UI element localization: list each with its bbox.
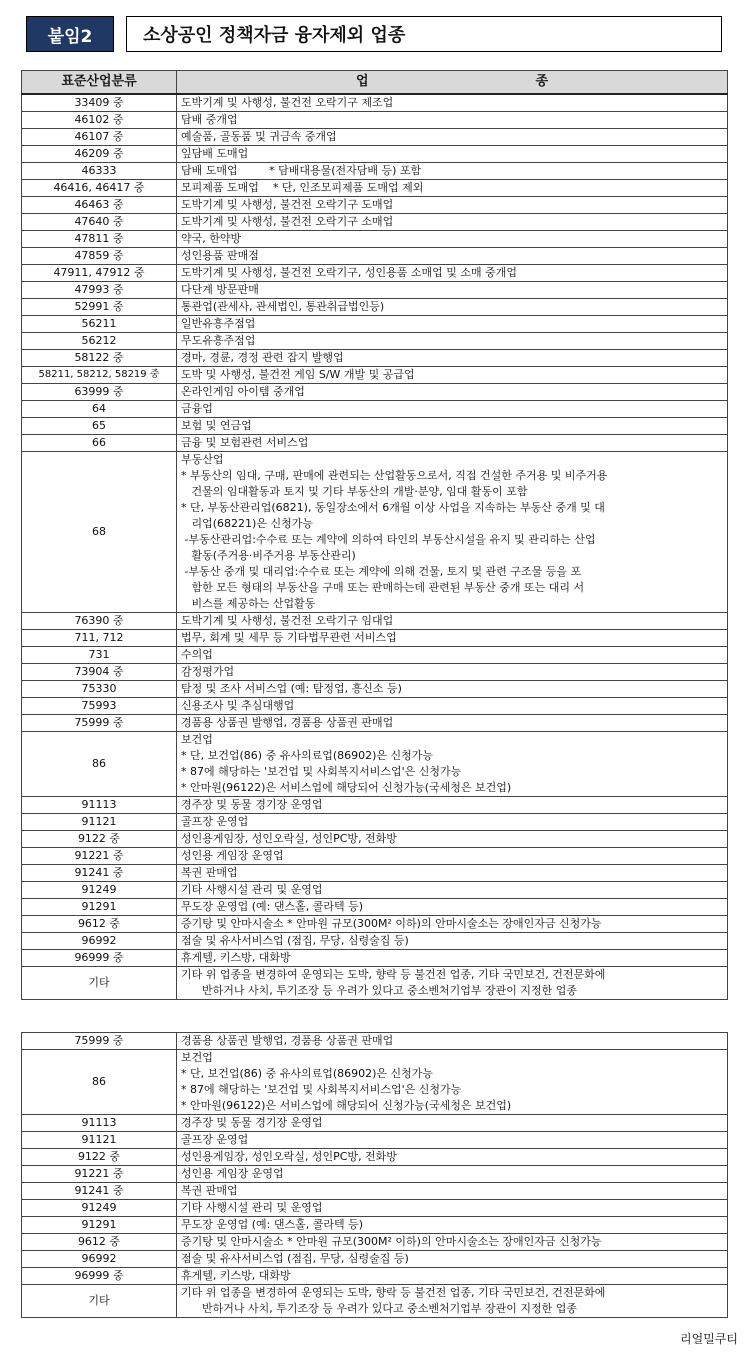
table-row [22,163,728,180]
table-row [22,146,728,163]
industry-description-cell [177,967,728,1000]
industry-description-cell [177,214,728,231]
industry-description-cell [177,950,728,967]
industry-description-line: * 안마원(96122)은 서비스업에 해당되어 신청가능(국세청은 보건업) [181,1099,512,1112]
industry-description-line: 활동(주거용·비주거용 부동산관리) [181,549,356,562]
industry-description-line: 부동산업 [181,453,224,466]
industry-description-line: 온라인게임 아이템 중개업 [181,385,305,398]
table-row [22,916,728,933]
industry-description-cell [177,452,728,613]
table-row [22,698,728,715]
industry-description-line: 골프장 운영업 [181,1133,249,1146]
industry-description-line: 보건업 [181,733,213,746]
industry-description-line: 도박기계 및 사행성, 불건전 오락기구 소매업 [181,215,394,228]
industry-description-cell [177,1183,728,1200]
industry-description-line: 일반유흥주점업 [181,317,256,330]
industry-description-cell [177,146,728,163]
industry-code-cell: 기타 [22,967,177,1000]
industry-description-line: 금융업 [181,402,213,415]
industry-description-cell [177,384,728,401]
industry-code-cell: 91121 [22,814,177,831]
industry-code-cell: 46333 [22,163,177,180]
industry-code-cell: 91241 중 [22,1183,177,1200]
table-row [22,299,728,316]
industry-code-cell: 75993 [22,698,177,715]
industry-code-cell: 9612 중 [22,1234,177,1251]
industry-description-line: 성인용품 판매점 [181,249,259,262]
column-header-code: 표준산업분류 [22,71,177,95]
industry-description-line: 담배 도매업 * 담배대용물(전자담배 등) 포함 [181,164,422,177]
industry-description-line: 휴게텔, 키스방, 대화방 [181,1269,291,1282]
watermark: 리얼밀쿠티 [680,1332,738,1346]
industry-description-cell [177,732,728,797]
industry-description-cell [177,401,728,418]
table-row [22,282,728,299]
industry-description-line: 반하거나 사치, 투기조장 등 우려가 있다고 중소벤처기업부 장관이 지정한 업종 [181,984,577,997]
industry-code-cell: 91221 중 [22,848,177,865]
industry-description-line: * 단, 보건업(86) 중 유사의료업(86902)은 신청가능 [181,1067,434,1080]
industry-description-line: * 단, 부동산관리업(6821), 동일장소에서 6개월 이상 사업을 지속하는 부동산 중개 및 대 [181,501,605,514]
table-row [22,316,728,333]
industry-description-line: 약국, 한약방 [181,232,242,245]
industry-description-line: 기타 위 업종을 변경하여 운영되는 도박, 향락 등 불건전 업종, 기타 국민보건, 건전문화에 [181,1286,606,1299]
industry-description-line: 반하거나 사치, 투기조장 등 우려가 있다고 중소벤처기업부 장관이 지정한 업종 [181,1302,577,1315]
industry-description-line: 금융 및 보험관련 서비스업 [181,436,309,449]
industry-description-cell [177,299,728,316]
table-row [22,384,728,401]
industry-description-cell [177,899,728,916]
industry-code-cell: 73904 중 [22,664,177,681]
industry-description-line: * 안마원(96122)은 서비스업에 해당되어 신청가능(국세청은 보건업) [181,781,512,794]
industry-description-line: 보험 및 연금업 [181,419,252,432]
industry-description-line: 도박기계 및 사행성, 불건전 오락기구 임대업 [181,614,394,627]
table-row [22,647,728,664]
industry-code-cell: 91249 [22,1200,177,1217]
industry-description-line: -부동산관리업:수수료 또는 계약에 의하여 타인의 부동산시설을 유지 및 관리하는 산업 [181,533,596,546]
industry-description-cell [177,248,728,265]
industry-description-cell [177,1234,728,1251]
table-row [22,848,728,865]
industry-description-line: 무도장 운영업 (예: 댄스홀, 콜라텍 등) [181,1218,364,1231]
industry-code-cell: 65 [22,418,177,435]
table-row [22,950,728,967]
industry-code-cell: 9122 중 [22,831,177,848]
industry-description-cell [177,715,728,732]
table-row [22,129,728,146]
industry-description-line: 기타 사행시설 관리 및 운영업 [181,1201,323,1214]
industry-description-line: 경주장 및 동물 경기장 운영업 [181,1116,323,1129]
industry-code-cell: 64 [22,401,177,418]
industry-description-cell [177,681,728,698]
table-row [22,452,728,613]
table-row [22,899,728,916]
industry-code-cell: 91113 [22,797,177,814]
table-row [22,865,728,882]
industry-description-cell [177,316,728,333]
industry-description-line: 도박기계 및 사행성, 불건전 오락기구 도매업 [181,198,394,211]
industry-description-line: * 87에 해당하는 '보건업 및 사회복지서비스업'은 신청가능 [181,1083,462,1096]
table-row [22,1132,728,1149]
table-row [22,435,728,452]
table-row [22,265,728,282]
table-row [22,732,728,797]
table-row [22,1149,728,1166]
industry-code-cell: 711, 712 [22,630,177,647]
table-row [22,630,728,647]
industry-code-cell: 58211, 58212, 58219 중 [22,367,177,384]
industry-code-cell: 58122 중 [22,350,177,367]
industry-description-line: 경품용 상품권 발행업, 경품용 상품권 판매업 [181,1034,394,1047]
industry-description-line: 비스를 제공하는 산업활동 [181,597,316,610]
industry-description-line: 도박 및 사행성, 불건전 게임 S/W 개발 및 공급업 [181,368,415,381]
industry-code-cell: 91241 중 [22,865,177,882]
industry-description-cell [177,1251,728,1268]
industry-code-cell: 86 [22,732,177,797]
table-header-row [22,71,728,95]
industry-code-cell: 46463 중 [22,197,177,214]
industry-description-cell [177,613,728,630]
industry-code-cell: 47640 중 [22,214,177,231]
industry-description-cell [177,435,728,452]
table-row [22,418,728,435]
industry-code-cell: 76390 중 [22,613,177,630]
industry-description-cell [177,1200,728,1217]
industry-code-cell: 96999 중 [22,1268,177,1285]
industry-description-cell [177,1132,728,1149]
industry-description-cell [177,112,728,129]
industry-description-cell [177,882,728,899]
industry-description-line: * 87에 해당하는 '보건업 및 사회복지서비스업'은 신청가능 [181,765,462,778]
industry-description-cell [177,1166,728,1183]
industry-description-line: 도박기계 및 사행성, 불건전 오락기구 제조업 [181,96,394,109]
industry-description-line: 골프장 운영업 [181,815,249,828]
column-header-industry-b: 종 [535,74,548,89]
table-row [22,1200,728,1217]
industry-description-cell [177,865,728,882]
table-row [22,197,728,214]
industry-description-line: 통관업(관세사, 관세법인, 통관취급법인등) [181,300,385,313]
table-row [22,112,728,129]
table-body-continued [22,1033,728,1318]
document-title: 소상공인 정책자금 융자제외 업종 [126,16,722,52]
industry-description-line: 경마, 경륜, 경정 관련 잡지 발행업 [181,351,344,364]
table-row [22,831,728,848]
industry-code-cell: 91291 [22,899,177,916]
excluded-industries-table [21,70,728,1000]
industry-description-cell [177,933,728,950]
industry-description-cell [177,231,728,248]
table-row [22,1251,728,1268]
table-row [22,967,728,1000]
industry-code-cell: 47811 중 [22,231,177,248]
excluded-industries-table-continued [21,1032,728,1318]
industry-description-line: 모피제품 도매업 * 단, 인조모피제품 도매업 제외 [181,181,424,194]
industry-code-cell: 91249 [22,882,177,899]
industry-code-cell: 46102 중 [22,112,177,129]
column-header-industry [177,71,728,95]
attachment-badge: 붙임2 [26,16,114,52]
table-body [22,94,728,1000]
industry-description-cell [177,647,728,664]
table-row [22,797,728,814]
industry-code-cell: 731 [22,647,177,664]
industry-code-cell: 75999 중 [22,1033,177,1050]
industry-description-line: 점술 및 유사서비스업 (점집, 무당, 심령술집 등) [181,934,409,947]
industry-description-cell [177,1115,728,1132]
industry-code-cell: 47859 중 [22,248,177,265]
industry-description-line: 탐정 및 조사 서비스업 (예: 탐정업, 흥신소 등) [181,682,402,695]
table-row [22,367,728,384]
industry-description-cell [177,1285,728,1318]
table-row [22,715,728,732]
industry-code-cell: 47993 중 [22,282,177,299]
table-row [22,664,728,681]
industry-description-cell [177,367,728,384]
industry-code-cell: 86 [22,1050,177,1115]
industry-description-cell [177,814,728,831]
industry-description-line: 성인용게임장, 성인오락실, 성인PC방, 전화방 [181,1150,397,1163]
industry-description-cell [177,1149,728,1166]
industry-description-cell [177,916,728,933]
table-row [22,1285,728,1318]
industry-description-line: 휴게텔, 키스방, 대화방 [181,951,291,964]
industry-description-cell [177,180,728,197]
industry-description-cell [177,797,728,814]
industry-description-line: 도박기계 및 사행성, 불건전 오락기구, 성인용품 소매업 및 소매 중개업 [181,266,517,279]
industry-description-line: 리업(68221)은 신청가능 [181,517,313,530]
industry-description-cell [177,664,728,681]
industry-description-line: 함한 모든 형태의 부동산을 구매 또는 판매하는데 관련된 부동산 중개 또는 대리 서 [181,581,585,594]
table-row [22,1268,728,1285]
industry-description-line: 잎담배 도매업 [181,147,249,160]
industry-code-cell: 46107 중 [22,129,177,146]
table-row [22,1183,728,1200]
industry-description-line: 건물의 임대활동과 토지 및 기타 부동산의 개발·분양, 임대 활동이 포함 [181,485,528,498]
column-header-industry-a: 업 [356,74,369,89]
industry-description-line: 무도유흥주점업 [181,334,256,347]
industry-description-line: 증기탕 및 안마시술소 * 안마원 규모(300M² 이하)의 안마시술소는 장애인자금 신청가능 [181,1235,602,1248]
industry-code-cell: 52991 중 [22,299,177,316]
industry-description-line: -부동산 중개 및 대리업:수수료 또는 계약에 의해 건물, 토지 및 관련 구조물 등을 포 [181,565,582,578]
industry-code-cell: 46209 중 [22,146,177,163]
table-row [22,350,728,367]
industry-description-cell [177,698,728,715]
industry-description-cell [177,94,728,112]
industry-description-line: 무도장 운영업 (예: 댄스홀, 콜라텍 등) [181,900,364,913]
industry-description-line: 감정평가업 [181,665,235,678]
industry-description-line: 성인용게임장, 성인오락실, 성인PC방, 전화방 [181,832,397,845]
industry-description-line: 증기탕 및 안마시술소 * 안마원 규모(300M² 이하)의 안마시술소는 장애인자금 신청가능 [181,917,602,930]
industry-description-line: 점술 및 유사서비스업 (점집, 무당, 심령술집 등) [181,1252,409,1265]
industry-description-line: 경품용 상품권 발행업, 경품용 상품권 판매업 [181,716,394,729]
industry-description-cell [177,197,728,214]
table-row [22,1234,728,1251]
industry-description-cell [177,265,728,282]
industry-code-cell: 96992 [22,933,177,950]
industry-description-cell [177,1050,728,1115]
table-row [22,933,728,950]
industry-description-line: 예술품, 골동품 및 귀금속 중개업 [181,130,337,143]
industry-code-cell: 91291 [22,1217,177,1234]
table-row [22,1115,728,1132]
industry-code-cell: 63999 중 [22,384,177,401]
industry-code-cell: 91113 [22,1115,177,1132]
industry-code-cell: 68 [22,452,177,613]
industry-code-cell: 기타 [22,1285,177,1318]
industry-code-cell: 91121 [22,1132,177,1149]
industry-code-cell: 75330 [22,681,177,698]
industry-code-cell: 96999 중 [22,950,177,967]
industry-description-line: 법무, 회계 및 세무 등 기타법무관련 서비스업 [181,631,397,644]
industry-code-cell: 66 [22,435,177,452]
table-row [22,1166,728,1183]
table-row [22,814,728,831]
industry-description-cell [177,282,728,299]
industry-description-cell [177,350,728,367]
industry-description-line: 보건업 [181,1051,213,1064]
table-row [22,1050,728,1115]
industry-description-line: 담배 중개업 [181,113,238,126]
industry-description-cell [177,1217,728,1234]
industry-description-cell [177,831,728,848]
industry-description-line: * 단, 보건업(86) 중 유사의료업(86902)은 신청가능 [181,749,434,762]
industry-description-cell [177,1268,728,1285]
industry-description-cell [177,848,728,865]
industry-description-cell [177,163,728,180]
industry-code-cell: 9122 중 [22,1149,177,1166]
industry-code-cell: 46416, 46417 중 [22,180,177,197]
industry-description-line: 기타 사행시설 관리 및 운영업 [181,883,323,896]
table-row [22,180,728,197]
industry-description-cell [177,129,728,146]
table-row [22,248,728,265]
industry-description-line: * 부동산의 임대, 구매, 판매에 관련되는 산업활동으로서, 직접 건설한 주거용 및 비주거용 [181,469,608,482]
industry-description-line: 성인용 게임장 운영업 [181,849,284,862]
table-row [22,882,728,899]
industry-description-line: 성인용 게임장 운영업 [181,1167,284,1180]
industry-code-cell: 91221 중 [22,1166,177,1183]
industry-code-cell: 33409 중 [22,94,177,112]
industry-description-line: 신용조사 및 추심대행업 [181,699,295,712]
table-row [22,94,728,112]
industry-code-cell: 75999 중 [22,715,177,732]
table-row [22,401,728,418]
industry-description-line: 다단계 방문판매 [181,283,259,296]
document-header [26,16,722,54]
industry-code-cell: 47911, 47912 중 [22,265,177,282]
table-row [22,333,728,350]
table-row [22,1217,728,1234]
industry-description-cell [177,630,728,647]
industry-description-cell [177,333,728,350]
table-row [22,681,728,698]
table-row [22,231,728,248]
table-row [22,214,728,231]
industry-description-line: 경주장 및 동물 경기장 운영업 [181,798,323,811]
industry-code-cell: 9612 중 [22,916,177,933]
industry-description-line: 수의업 [181,648,213,661]
industry-description-line: 복권 판매업 [181,866,238,879]
industry-description-cell [177,418,728,435]
industry-code-cell: 56211 [22,316,177,333]
industry-description-line: 기타 위 업종을 변경하여 운영되는 도박, 향락 등 불건전 업종, 기타 국민보건, 건전문화에 [181,968,606,981]
table-row [22,1033,728,1050]
table-row [22,613,728,630]
industry-code-cell: 96992 [22,1251,177,1268]
industry-description-line: 복권 판매업 [181,1184,238,1197]
industry-code-cell: 56212 [22,333,177,350]
industry-description-cell [177,1033,728,1050]
